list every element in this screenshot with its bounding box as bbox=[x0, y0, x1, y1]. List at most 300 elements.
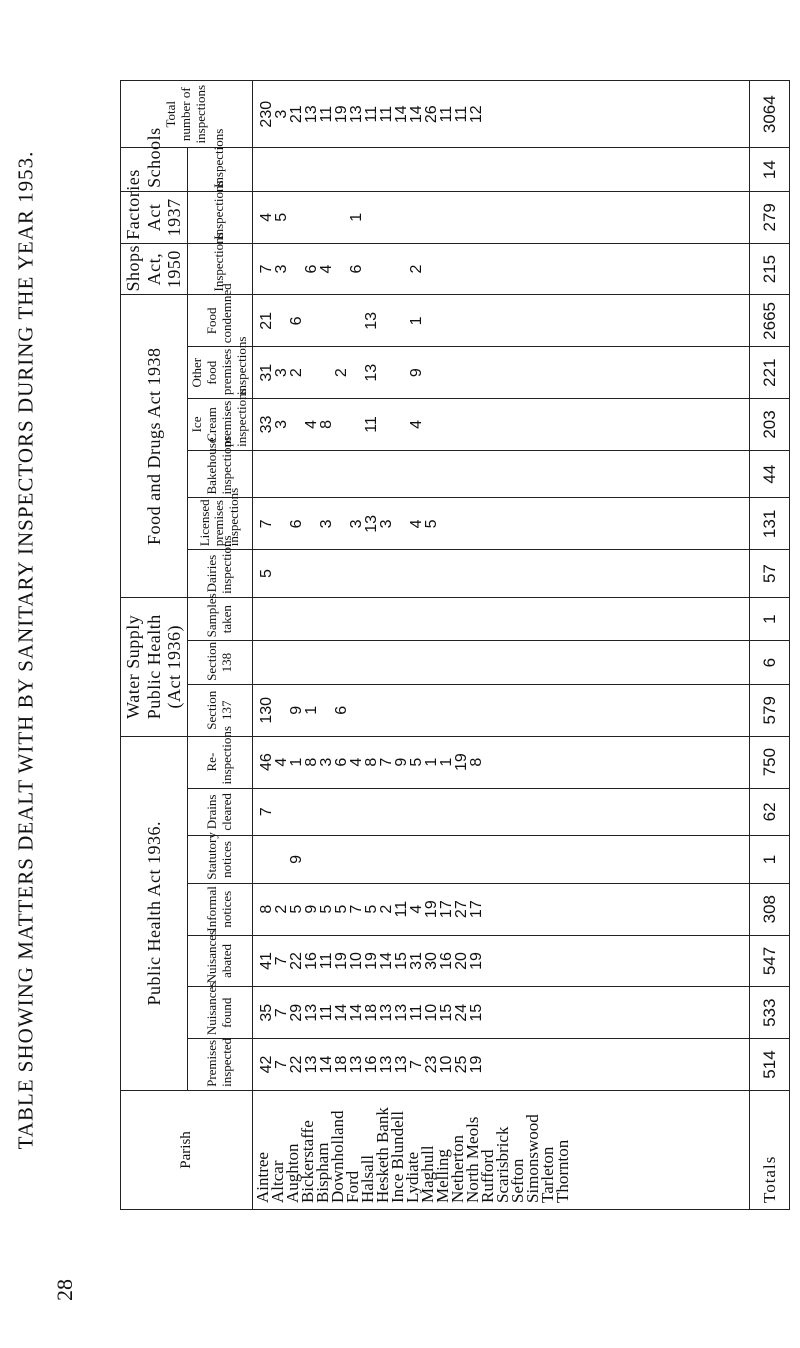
table-cell-value bbox=[544, 601, 559, 638]
parish-names-cell bbox=[252, 1090, 749, 1209]
licensed-premises-cell bbox=[252, 498, 749, 550]
table-title-text: TABLE SHOWING MATTERS DEALT WITH BY SANITARY INSPECTORS DURING THE YEAR 1953. bbox=[13, 150, 38, 1150]
table-cell-value bbox=[394, 839, 409, 880]
table-cell-value: 2 bbox=[332, 368, 350, 378]
table-cell-value bbox=[514, 454, 529, 495]
table-cell-value bbox=[379, 688, 394, 733]
table-cell-value bbox=[394, 601, 409, 638]
table-cell-value: 11 bbox=[317, 952, 335, 970]
table-cell-value: 7 bbox=[377, 757, 395, 767]
table-cell-value: 4 bbox=[407, 519, 425, 529]
table-cell-value bbox=[334, 644, 349, 680]
table-cell-value bbox=[349, 792, 364, 833]
table-cell-value: 1 bbox=[347, 212, 365, 222]
table-cell-value bbox=[364, 454, 379, 495]
table-cell-value: 22 bbox=[287, 952, 305, 970]
section-138-header: Section 138 bbox=[188, 641, 253, 684]
total-shops-inspections: 215 bbox=[750, 243, 790, 295]
table-cell-value: 10 bbox=[347, 952, 365, 970]
table-cell-value bbox=[499, 195, 514, 240]
shops-inspections-cell bbox=[252, 243, 749, 295]
table-cell-value: 41 bbox=[257, 952, 275, 970]
table-cell-value bbox=[499, 247, 514, 292]
table-cell-value: 2 bbox=[407, 264, 425, 274]
table-cell-value bbox=[559, 195, 574, 240]
table-cell-value bbox=[439, 298, 454, 343]
table-cell-value: 6 bbox=[287, 519, 305, 529]
table-cell-value bbox=[349, 454, 364, 495]
drains-cleared-cell bbox=[252, 788, 749, 836]
table-cell-value bbox=[349, 601, 364, 638]
table-cell-value bbox=[559, 939, 574, 984]
parish-name: Melling bbox=[432, 1149, 452, 1203]
table-cell-value bbox=[334, 501, 349, 546]
table-cell-value bbox=[274, 792, 289, 833]
table-cell-value bbox=[469, 402, 484, 447]
table-cell-value: 13 bbox=[362, 514, 380, 533]
table-cell-value bbox=[274, 151, 289, 187]
table-cell-value: 17 bbox=[437, 900, 455, 919]
table-cell-value: 14 bbox=[332, 1003, 350, 1022]
page-number-text: 28 bbox=[52, 1279, 77, 1301]
table-cell-value bbox=[364, 792, 379, 833]
table-cell-value: 21 bbox=[287, 105, 305, 124]
table-cell-value: 4 bbox=[317, 264, 335, 274]
table-cell-value bbox=[319, 298, 334, 343]
total-dairies: 57 bbox=[750, 550, 790, 598]
table-cell-value bbox=[319, 350, 334, 395]
table-cell-value: 17 bbox=[467, 900, 485, 919]
table-cell-value: 7 bbox=[257, 807, 275, 817]
table-cell-value bbox=[409, 839, 424, 880]
other-food-premises-header: Other food premises inspections bbox=[188, 347, 253, 399]
table-cell-value bbox=[559, 84, 574, 144]
table-cell-value bbox=[439, 553, 454, 594]
table-cell-value bbox=[364, 151, 379, 187]
table-cell-value bbox=[394, 644, 409, 680]
table-cell-value bbox=[394, 553, 409, 594]
table-cell-value: 19 bbox=[332, 105, 350, 124]
table-cell-value bbox=[514, 990, 529, 1035]
parish-name: Simonswood bbox=[522, 1114, 542, 1203]
table-cell-value: 4 bbox=[347, 757, 365, 767]
table-cell-value bbox=[514, 792, 529, 833]
table-cell-value bbox=[514, 298, 529, 343]
parish-name: Hesketh Bank bbox=[372, 1107, 392, 1203]
table-cell-value bbox=[544, 454, 559, 495]
table-cell-value bbox=[484, 454, 499, 495]
table-cell-value: 2 bbox=[272, 904, 290, 914]
table-cell-value bbox=[454, 553, 469, 594]
ice-cream-header: Ice Cream premises inspections bbox=[188, 399, 253, 451]
table-cell-value bbox=[289, 601, 304, 638]
table-cell-value: 4 bbox=[257, 212, 275, 222]
table-cell-value: 31 bbox=[257, 363, 275, 382]
table-cell-value bbox=[514, 501, 529, 546]
table-cell-value bbox=[319, 688, 334, 733]
table-cell-value bbox=[544, 84, 559, 144]
table-cell-value bbox=[319, 839, 334, 880]
table-cell-value bbox=[544, 195, 559, 240]
table-cell-value bbox=[334, 601, 349, 638]
table-cell-value bbox=[484, 298, 499, 343]
total-samples-taken: 1 bbox=[750, 597, 790, 641]
table-cell-value bbox=[424, 839, 439, 880]
informal-notices-cell bbox=[252, 883, 749, 935]
table-cell-value bbox=[514, 553, 529, 594]
table-cell-value bbox=[559, 990, 574, 1035]
table-cell-value: 6 bbox=[332, 705, 350, 715]
table-cell-value bbox=[379, 792, 394, 833]
table-cell-value bbox=[349, 839, 364, 880]
table-cell-value: 19 bbox=[362, 952, 380, 970]
table-cell-value bbox=[394, 195, 409, 240]
table-cell-value: 11 bbox=[362, 416, 380, 433]
table-cell-value: 15 bbox=[392, 952, 410, 970]
table-cell-value: 25 bbox=[452, 1055, 470, 1074]
table-cell-value bbox=[514, 740, 529, 785]
table-cell-value bbox=[544, 350, 559, 395]
table-cell-value bbox=[514, 195, 529, 240]
table-cell-value: 5 bbox=[332, 904, 350, 914]
table-cell-value bbox=[454, 247, 469, 292]
table-cell-value bbox=[469, 553, 484, 594]
table-cell-value bbox=[469, 350, 484, 395]
parish-name: Thornton bbox=[552, 1139, 572, 1203]
table-cell-value bbox=[394, 454, 409, 495]
table-cell-value bbox=[499, 553, 514, 594]
total-factories-inspections: 279 bbox=[750, 191, 790, 243]
table-cell-value bbox=[379, 350, 394, 395]
total-section-137: 579 bbox=[750, 684, 790, 736]
inspections-table bbox=[120, 80, 790, 1210]
schools-inspections-header: Inspections bbox=[188, 148, 253, 191]
total-other-food-premises: 221 bbox=[750, 347, 790, 399]
table-cell-value bbox=[289, 553, 304, 594]
table-cell-value: 13 bbox=[362, 312, 380, 330]
table-cell-value bbox=[514, 247, 529, 292]
table-cell-value: 13 bbox=[302, 105, 320, 124]
table-cell-value bbox=[394, 688, 409, 733]
parish-name: Tarleton bbox=[537, 1146, 557, 1203]
table-cell-value bbox=[454, 350, 469, 395]
table-cell-value bbox=[469, 688, 484, 733]
schools-inspections-cell bbox=[252, 148, 749, 191]
table-cell-value bbox=[424, 195, 439, 240]
table-cell-value bbox=[529, 601, 544, 638]
table-cell-value bbox=[499, 298, 514, 343]
table-cell-value bbox=[544, 839, 559, 880]
table-cell-value bbox=[514, 1042, 529, 1087]
table-cell-value bbox=[319, 601, 334, 638]
table-cell-value: 4 bbox=[302, 420, 320, 429]
table-cell-value bbox=[544, 1042, 559, 1087]
table-cell-value bbox=[484, 195, 499, 240]
food-condemned-header: Food condemned bbox=[188, 295, 253, 347]
table-cell-value: 9 bbox=[287, 705, 305, 715]
table-cell-value: 5 bbox=[407, 757, 425, 767]
table-cell-value bbox=[364, 601, 379, 638]
table-cell-value bbox=[454, 601, 469, 638]
table-cell-value: 13 bbox=[347, 1055, 365, 1074]
total-drains-cleared: 62 bbox=[750, 788, 790, 836]
parish-name: North Meols bbox=[462, 1116, 482, 1203]
table-cell-value: 42 bbox=[257, 1055, 275, 1074]
table-cell-value bbox=[529, 553, 544, 594]
table-cell-value bbox=[544, 402, 559, 447]
table-cell-value bbox=[469, 644, 484, 680]
section-137-header: Section 137 bbox=[188, 684, 253, 736]
total-licensed-premises: 131 bbox=[750, 498, 790, 550]
table-cell-value bbox=[379, 601, 394, 638]
table-cell-value bbox=[439, 247, 454, 292]
table-cell-value bbox=[439, 501, 454, 546]
table-cell-value bbox=[364, 839, 379, 880]
table-cell-value bbox=[484, 688, 499, 733]
table-cell-value bbox=[499, 84, 514, 144]
table-cell-value: 7 bbox=[407, 1060, 425, 1069]
table-cell-value bbox=[514, 839, 529, 880]
table-cell-value: 13 bbox=[377, 1055, 395, 1074]
table-cell-value bbox=[454, 195, 469, 240]
re-inspections-header: Re-inspections bbox=[188, 736, 253, 788]
table-cell-value bbox=[379, 839, 394, 880]
table-cell-value bbox=[289, 247, 304, 292]
ice-cream-cell bbox=[252, 399, 749, 451]
informal-notices-header: Informal notices bbox=[188, 883, 253, 935]
table-cell-value bbox=[544, 644, 559, 680]
table-cell-value: 23 bbox=[422, 1055, 440, 1074]
parish-name: Scarisbrick bbox=[492, 1126, 512, 1203]
table-cell-value bbox=[559, 1042, 574, 1087]
parish-name: Bispham bbox=[312, 1142, 332, 1203]
schools-header: Schools bbox=[121, 148, 188, 191]
table-cell-value bbox=[529, 454, 544, 495]
table-cell-value bbox=[529, 195, 544, 240]
total-section-138: 6 bbox=[750, 641, 790, 684]
table-cell-value: 3 bbox=[317, 519, 335, 529]
table-cell-value bbox=[259, 644, 274, 680]
bakehouse-header: Bakehouse inspections bbox=[188, 450, 253, 498]
table-cell-value bbox=[334, 151, 349, 187]
table-cell-value bbox=[469, 298, 484, 343]
table-cell-value bbox=[259, 601, 274, 638]
table-cell-value bbox=[439, 792, 454, 833]
premises-inspected-header: Premises inspected bbox=[188, 1039, 253, 1091]
table-cell-value bbox=[274, 839, 289, 880]
table-cell-value bbox=[559, 350, 574, 395]
parish-name: Halsall bbox=[357, 1154, 377, 1203]
food-and-drugs-header: Food and Drugs Act 1938 bbox=[121, 295, 188, 597]
grand-total-inspections: 3064 bbox=[750, 81, 790, 148]
table-cell-value bbox=[319, 454, 334, 495]
table-cell-value: 3 bbox=[377, 519, 395, 529]
table-cell-value bbox=[364, 195, 379, 240]
nuisances-abated-cell bbox=[252, 935, 749, 987]
table-cell-value bbox=[559, 688, 574, 733]
total-statutory-notices: 1 bbox=[750, 836, 790, 884]
table-cell-value: 10 bbox=[437, 1055, 455, 1074]
table-cell-value bbox=[439, 688, 454, 733]
table-cell-value bbox=[514, 887, 529, 932]
table-cell-value bbox=[499, 350, 514, 395]
table-cell-value bbox=[499, 644, 514, 680]
table-cell-value bbox=[469, 839, 484, 880]
parish-name: Lydiate bbox=[402, 1152, 422, 1203]
table-cell-value: 7 bbox=[257, 264, 275, 274]
table-cell-value: 4 bbox=[407, 420, 425, 429]
table-cell-value bbox=[499, 887, 514, 932]
total-ice-cream: 203 bbox=[750, 399, 790, 451]
page-number bbox=[40, 1270, 90, 1310]
table-cell-value bbox=[499, 1042, 514, 1087]
parish-name: Rufford bbox=[477, 1149, 497, 1203]
total-bakehouse: 44 bbox=[750, 450, 790, 498]
table-cell-value bbox=[559, 644, 574, 680]
table-cell-value: 130 bbox=[257, 696, 275, 724]
table-cell-value bbox=[514, 402, 529, 447]
table-cell-value bbox=[319, 195, 334, 240]
table-cell-value bbox=[409, 454, 424, 495]
table-cell-value: 3 bbox=[272, 109, 290, 119]
table-cell-value bbox=[529, 501, 544, 546]
table-cell-value bbox=[544, 939, 559, 984]
table-cell-value: 46 bbox=[257, 753, 275, 771]
table-cell-value bbox=[559, 298, 574, 343]
table-cell-value: 5 bbox=[257, 569, 275, 579]
table-cell-value bbox=[469, 454, 484, 495]
table-cell-value: 24 bbox=[452, 1003, 470, 1022]
table-cell-value bbox=[484, 402, 499, 447]
table-cell-value: 4 bbox=[407, 904, 425, 914]
table-cell-value: 6 bbox=[332, 757, 350, 767]
table-cell-value: 13 bbox=[302, 1003, 320, 1022]
table-cell-value: 3 bbox=[347, 519, 365, 529]
table-cell-value bbox=[484, 350, 499, 395]
table-cell-value: 4 bbox=[272, 757, 290, 767]
parish-name: Altcar bbox=[267, 1160, 287, 1203]
table-cell-value bbox=[439, 454, 454, 495]
samples-taken-cell bbox=[252, 597, 749, 641]
table-cell-value bbox=[559, 839, 574, 880]
table-cell-value bbox=[454, 792, 469, 833]
table-cell-value: 15 bbox=[467, 1003, 485, 1022]
drains-cleared-header: Drains cleared bbox=[188, 788, 253, 836]
table-cell-value bbox=[559, 887, 574, 932]
table-cell-value: 2 bbox=[287, 368, 305, 378]
table-cell-value bbox=[484, 501, 499, 546]
table-cell-value bbox=[529, 990, 544, 1035]
table-cell-value: 1 bbox=[302, 705, 320, 715]
table-cell-value: 7 bbox=[257, 519, 275, 529]
table-cell-value: 13 bbox=[377, 1003, 395, 1022]
table-cell-value bbox=[559, 247, 574, 292]
table-cell-value: 14 bbox=[392, 105, 410, 124]
table-cell-value: 13 bbox=[347, 105, 365, 124]
other-food-premises-cell bbox=[252, 347, 749, 399]
table-cell-value bbox=[289, 195, 304, 240]
nuisances-found-cell bbox=[252, 987, 749, 1039]
group-header-row bbox=[121, 81, 188, 1210]
table-cell-value: 35 bbox=[257, 1003, 275, 1022]
food-condemned-cell bbox=[252, 295, 749, 347]
table-cell-value bbox=[364, 688, 379, 733]
table-cell-value: 8 bbox=[257, 904, 275, 914]
data-row bbox=[252, 81, 749, 1210]
table-cell-value bbox=[394, 402, 409, 447]
table-cell-value: 19 bbox=[452, 753, 470, 771]
table-cell-value: 8 bbox=[317, 420, 335, 429]
parish-name: Aughton bbox=[282, 1143, 302, 1203]
table-cell-value bbox=[454, 839, 469, 880]
factories-inspections-header: Inspections bbox=[188, 191, 253, 243]
table-cell-value bbox=[289, 454, 304, 495]
section-137-cell bbox=[252, 684, 749, 736]
table-cell-value bbox=[304, 298, 319, 343]
table-cell-value bbox=[334, 792, 349, 833]
table-cell-value: 30 bbox=[422, 952, 440, 970]
table-cell-value bbox=[379, 553, 394, 594]
table-cell-value bbox=[484, 1042, 499, 1087]
table-cell-value: 18 bbox=[362, 1003, 380, 1022]
table-cell-value bbox=[529, 1042, 544, 1087]
table-cell-value bbox=[544, 298, 559, 343]
table-cell-value bbox=[484, 839, 499, 880]
table-cell-value: 5 bbox=[287, 904, 305, 914]
table-cell-value: 15 bbox=[437, 1003, 455, 1022]
table-cell-value bbox=[409, 151, 424, 187]
public-health-act-header: Public Health Act 1936. bbox=[121, 736, 188, 1090]
table-cell-value bbox=[274, 688, 289, 733]
column-header-row bbox=[188, 81, 253, 1210]
table-cell-value bbox=[544, 792, 559, 833]
table-cell-value: 21 bbox=[257, 312, 275, 330]
table-cell-value bbox=[364, 247, 379, 292]
table-cell-value bbox=[394, 501, 409, 546]
table-cell-value bbox=[439, 402, 454, 447]
nuisances-abated-header: Nuisances abated bbox=[188, 935, 253, 987]
table-cell-value bbox=[364, 553, 379, 594]
table-cell-value bbox=[379, 195, 394, 240]
table-cell-value: 3 bbox=[272, 420, 290, 429]
table-cell-value bbox=[439, 350, 454, 395]
table-cell-value bbox=[454, 454, 469, 495]
table-cell-value bbox=[424, 792, 439, 833]
table-cell-value: 9 bbox=[407, 368, 425, 378]
table-cell-value bbox=[379, 151, 394, 187]
total-inspections-header: Total number of inspections bbox=[121, 81, 253, 148]
table-cell-value: 1 bbox=[287, 757, 305, 767]
table-cell-value: 5 bbox=[317, 904, 335, 914]
table-cell-value bbox=[469, 247, 484, 292]
table-cell-value bbox=[559, 151, 574, 187]
statutory-notices-header: Statutory notices bbox=[188, 836, 253, 884]
table-cell-value bbox=[514, 688, 529, 733]
table-cell-value bbox=[469, 792, 484, 833]
table-cell-value: 33 bbox=[257, 415, 275, 434]
table-cell-value bbox=[529, 792, 544, 833]
table-cell-value bbox=[304, 151, 319, 187]
table-cell-value bbox=[559, 454, 574, 495]
table-cell-value bbox=[469, 195, 484, 240]
total-inspections-cell bbox=[252, 81, 749, 148]
licensed-premises-header: Licensed premises inspections bbox=[188, 498, 253, 550]
table-cell-value bbox=[544, 990, 559, 1035]
table-cell-value bbox=[514, 939, 529, 984]
table-cell-value bbox=[484, 84, 499, 144]
table-cell-value bbox=[544, 501, 559, 546]
table-cell-value bbox=[319, 792, 334, 833]
